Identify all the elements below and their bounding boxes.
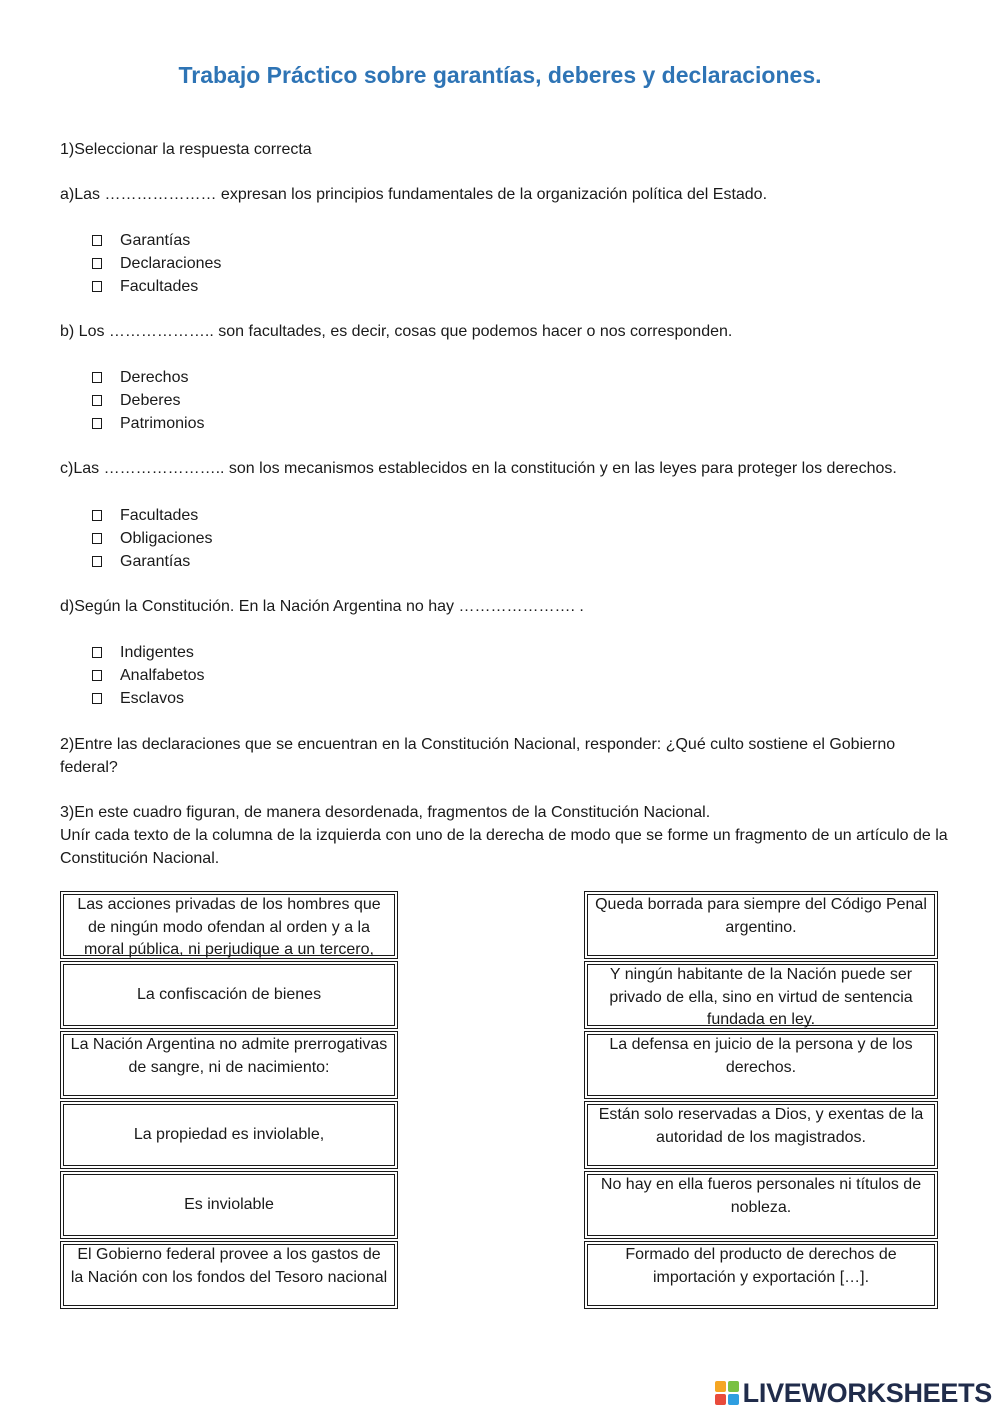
right-cell-1[interactable]: Queda borrada para siempre del Código Penal argentino. bbox=[584, 891, 938, 959]
question-1-heading: 1)Seleccionar la respuesta correcta bbox=[60, 141, 312, 158]
logo-square bbox=[728, 1394, 739, 1405]
question-1b-text: b) Los ……………….. son facultades, es decir, cosas que podemos hacer o nos corresponden. bbox=[60, 323, 733, 340]
option-label: Declaraciones bbox=[120, 255, 222, 272]
option-label: Deberes bbox=[120, 392, 181, 409]
question-3-line2: Unír cada texto de la columna de la izquierda con uno de la derecha de modo que se forme un fragmento de un artículo de la Constitución Nacional. bbox=[60, 827, 948, 867]
option-1c-3[interactable] bbox=[92, 550, 190, 573]
question-2-text: 2)Entre las declaraciones que se encuentran en la Constitución Nacional, responder: ¿Qué culto sostiene el Gobierno federal? bbox=[60, 736, 896, 776]
left-cell-6[interactable]: El Gobierno federal provee a los gastos de la Nación con los fondos del Tesoro nacional bbox=[60, 1241, 398, 1309]
right-cell-2[interactable]: Y ningún habitante de la Nación puede ser privado de ella, sino en virtud de sentencia fundada en ley. bbox=[584, 961, 938, 1029]
left-column bbox=[60, 891, 398, 1311]
right-cell-3[interactable]: La defensa en juicio de la persona y de los derechos. bbox=[584, 1031, 938, 1099]
option-label: Facultades bbox=[120, 278, 199, 295]
question-1a-text: a)Las ………………… expresan los principios fundamentales de la organización política del Estado. bbox=[60, 186, 768, 203]
logo-square bbox=[715, 1394, 726, 1405]
question-1c-text: c)Las ………………….. son los mecanismos establecidos en la constitución y en las leyes para proteger los derechos. bbox=[60, 460, 897, 477]
right-cell-5[interactable]: No hay en ella fueros personales ni títulos de nobleza. bbox=[584, 1171, 938, 1239]
option-1d-2[interactable] bbox=[92, 664, 205, 687]
checkbox-icon[interactable] bbox=[92, 693, 102, 704]
checkbox-icon[interactable] bbox=[92, 258, 102, 269]
liveworksheets-logo bbox=[715, 1378, 992, 1408]
logo-square bbox=[728, 1381, 739, 1392]
checkbox-icon[interactable] bbox=[92, 510, 102, 521]
option-1c-1[interactable] bbox=[92, 504, 198, 527]
right-column bbox=[584, 891, 938, 1311]
left-cell-4[interactable]: La propiedad es inviolable, bbox=[60, 1101, 398, 1169]
option-label: Derechos bbox=[120, 369, 189, 386]
option-label: Esclavos bbox=[120, 690, 185, 707]
option-label: Analfabetos bbox=[120, 667, 205, 684]
option-1d-3[interactable] bbox=[92, 687, 184, 710]
option-1b-1[interactable] bbox=[92, 366, 188, 389]
left-cell-2[interactable]: La confiscación de bienes bbox=[60, 961, 398, 1029]
option-1b-2[interactable] bbox=[92, 389, 180, 412]
option-label: Patrimonios bbox=[120, 415, 205, 432]
option-1c-2[interactable] bbox=[92, 527, 213, 550]
option-1a-3[interactable] bbox=[92, 275, 198, 298]
checkbox-icon[interactable] bbox=[92, 670, 102, 681]
option-1b-3[interactable] bbox=[92, 412, 204, 435]
checkbox-icon[interactable] bbox=[92, 372, 102, 383]
option-label: Garantías bbox=[120, 232, 191, 249]
left-cell-5[interactable]: Es inviolable bbox=[60, 1171, 398, 1239]
option-label: Obligaciones bbox=[120, 530, 213, 547]
checkbox-icon[interactable] bbox=[92, 418, 102, 429]
option-label: Garantías bbox=[120, 553, 191, 570]
checkbox-icon[interactable] bbox=[92, 235, 102, 246]
question-1d-text: d)Según la Constitución. En la Nación Argentina no hay …………………. . bbox=[60, 598, 584, 615]
right-cell-6[interactable]: Formado del producto de derechos de importación y exportación […]. bbox=[584, 1241, 938, 1309]
option-label: Indigentes bbox=[120, 644, 194, 661]
page-title: Trabajo Práctico sobre garantías, deberes y declaraciones. bbox=[178, 62, 822, 88]
logo-text: LIVEWORKSHEETS bbox=[742, 1377, 992, 1408]
checkbox-icon[interactable] bbox=[92, 556, 102, 567]
option-1d-1[interactable] bbox=[92, 641, 194, 664]
option-label: Facultades bbox=[120, 507, 199, 524]
liveworksheets-logo-icon bbox=[715, 1381, 739, 1405]
option-1a-2[interactable] bbox=[92, 252, 221, 275]
left-cell-3[interactable]: La Nación Argentina no admite prerrogativas de sangre, ni de nacimiento: bbox=[60, 1031, 398, 1099]
right-cell-4[interactable]: Están solo reservadas a Dios, y exentas de la autoridad de los magistrados. bbox=[584, 1101, 938, 1169]
option-1a-1[interactable] bbox=[92, 229, 190, 252]
logo-square bbox=[715, 1381, 726, 1392]
left-cell-1[interactable]: Las acciones privadas de los hombres que de ningún modo ofendan al orden y a la moral pública, ni perjudique a un tercero, bbox=[60, 891, 398, 959]
question-3-line1: 3)En este cuadro figuran, de manera desordenada, fragmentos de la Constitución Nacional. bbox=[60, 804, 711, 821]
checkbox-icon[interactable] bbox=[92, 395, 102, 406]
checkbox-icon[interactable] bbox=[92, 647, 102, 658]
checkbox-icon[interactable] bbox=[92, 533, 102, 544]
checkbox-icon[interactable] bbox=[92, 281, 102, 292]
